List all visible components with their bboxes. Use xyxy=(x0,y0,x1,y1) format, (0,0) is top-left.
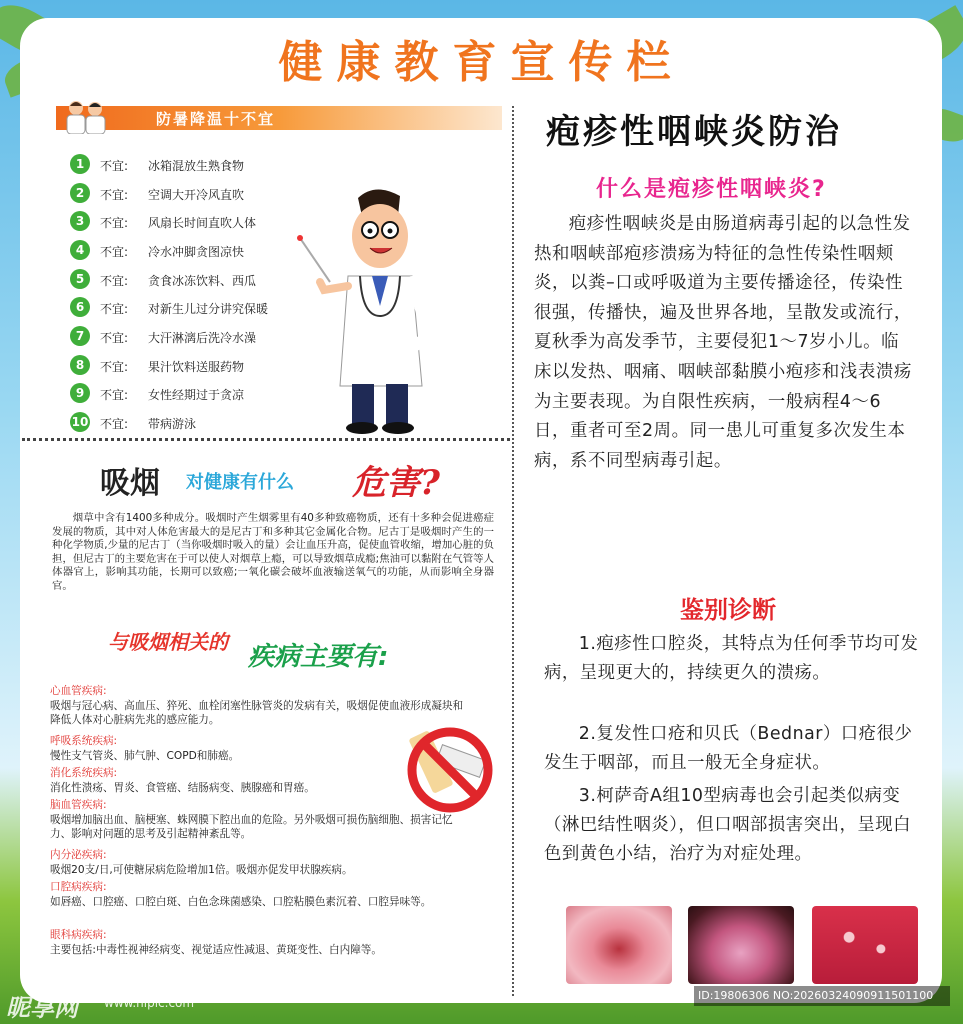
number-badge: 4 xyxy=(70,240,90,260)
disease-title: 心血管疾病: xyxy=(50,685,107,697)
number-badge: 1 xyxy=(70,154,90,174)
disease-title: 呼吸系统疾病: xyxy=(50,735,118,747)
number-badge: 2 xyxy=(70,183,90,203)
number-badge: 9 xyxy=(70,383,90,403)
disease-item xyxy=(50,928,468,957)
disease-title: 脑血管疾病: xyxy=(50,799,107,811)
number-badge: 8 xyxy=(70,355,90,375)
no-smoking-icon xyxy=(398,712,502,816)
tongue-photo xyxy=(688,906,794,984)
throat-photo xyxy=(566,906,672,984)
section-divider xyxy=(22,438,510,441)
disease-text: 慢性支气管炎、肺气肿、COPD和肺癌。 xyxy=(50,749,240,762)
disease-title: 消化系统疾病: xyxy=(50,767,118,779)
doctor-cartoon-illustration xyxy=(290,186,450,436)
watermark-url: www.nipic.com xyxy=(104,996,195,1010)
doctors-icon xyxy=(62,98,110,134)
smoking-harm-heading: 危害? xyxy=(352,463,440,503)
disease-title: 口腔病疾病: xyxy=(50,881,107,893)
number-badge: 6 xyxy=(70,297,90,317)
main-title: 健康教育宣传栏 xyxy=(278,37,685,88)
smoking-paragraph: 烟草中含有1400多种成分。吸烟时产生烟雾里有40多种致癌物质，还有十多种会促进癌症发展的物质，其中对人体危害最大的是尼古丁和多种其它金属化合物。尼古丁是吸烟时产生的一种化学物质,少量的尼古丁（当你吸烟时吸入的量）会让血压升高，促使血管收缩，增加心脏的负担，但尼古丁的主要危害在于可以使人对烟草上瘾，可以导致烟草成瘾;焦油可以黏附在气管等人体器官上，影响其功能，长期可以致癌;一氧化碳会破坏血液输送氧气的功能，从而影响全身器官。 xyxy=(52,512,494,592)
smoking-subheading: 对健康有什么 xyxy=(186,472,294,493)
disease-text: 吸烟与冠心病、高血压、猝死、血栓闭塞性脉管炎的发病有关，吸烟促使血液形成凝块和降低人体对心脏病先兆的感应能力。 xyxy=(50,699,464,727)
mouth-lesion-photo xyxy=(812,906,918,984)
disease-title: 眼科病疾病: xyxy=(50,929,107,941)
disease-text: 吸烟增加脑出血、脑梗塞、蛛网膜下腔出血的危险。另外吸烟可损伤脑细胞、损害记忆力、影响对问题的思考及引起精神紊乱等。 xyxy=(50,813,453,841)
disease-item xyxy=(50,848,468,877)
disease-text: 消化性溃疡、胃炎、食管癌、结肠病变、胰腺癌和胃癌。 xyxy=(50,781,315,794)
diagnosis-heading: 鉴别诊断 xyxy=(680,596,776,624)
disease-item xyxy=(50,880,468,909)
number-badge: 5 xyxy=(70,269,90,289)
related-heading-1: 与吸烟相关的 xyxy=(108,630,228,654)
herpangina-title: 疱疹性咽峡炎防治 xyxy=(546,112,842,152)
diagnosis-item: 3.柯萨奇A组10型病毒也会引起类似病变（淋巴结性咽炎），但口咽部损害突出，呈现白色到黄色小结，治疗为对症处理。 xyxy=(544,786,912,864)
watermark-id: ID:19806306 NO:20260324090911501100 xyxy=(694,986,950,1006)
diagnosis-item: 1.疱疹性口腔炎，其特点为任何季节均可发病，呈现更大的，持续更久的溃疡。 xyxy=(544,634,919,683)
tips-banner xyxy=(56,106,502,130)
number-badge: 10 xyxy=(70,412,90,432)
disease-text: 如唇癌、口腔癌、口腔白斑、白色念珠菌感染、口腔粘膜色素沉着、口腔异味等。 xyxy=(50,895,432,908)
disease-text: 吸烟20支/日,可使糖尿病危险增加1倍。吸烟亦促发甲状腺疾病。 xyxy=(50,863,353,876)
what-is-paragraph: 疱疹性咽峡炎是由肠道病毒引起的以急性发热和咽峡部疱疹溃疡为特征的急性传染性咽颊炎，以粪–口或呼吸道为主要传播途径，传染性很强，传播快，遍及世界各地，呈散发或流行，夏秋季为高发季节，主要侵犯1～7岁小儿。临床以发热、咽痛、咽峡部黏膜小疱疹和浅表溃疡为主要表现。为自限性疾病，一般病程4～6日，重者可至2周。同一患儿可重复多次发生本病，系不同型病毒引起。 xyxy=(534,214,912,471)
tips-banner-title: 防暑降温十不宜 xyxy=(156,110,276,128)
number-badge: 3 xyxy=(70,211,90,231)
smoking-heading: 吸烟 xyxy=(100,466,160,501)
column-divider xyxy=(512,106,514,996)
related-heading-2: 疾病主要有: xyxy=(248,642,389,672)
disease-text: 主要包括:中毒性视神经病变、视觉适应性减退、黄斑变性、白内障等。 xyxy=(50,943,382,956)
disease-title: 内分泌疾病: xyxy=(50,849,107,861)
diagnosis-item: 2.复发性口疮和贝氏（Bednar）口疮很少发生于咽部，而且一般无全身症状。 xyxy=(544,724,913,773)
what-is-heading: 什么是疱疹性咽峡炎? xyxy=(596,177,827,202)
number-badge: 7 xyxy=(70,326,90,346)
watermark-logo: 昵享网 xyxy=(6,994,78,1022)
